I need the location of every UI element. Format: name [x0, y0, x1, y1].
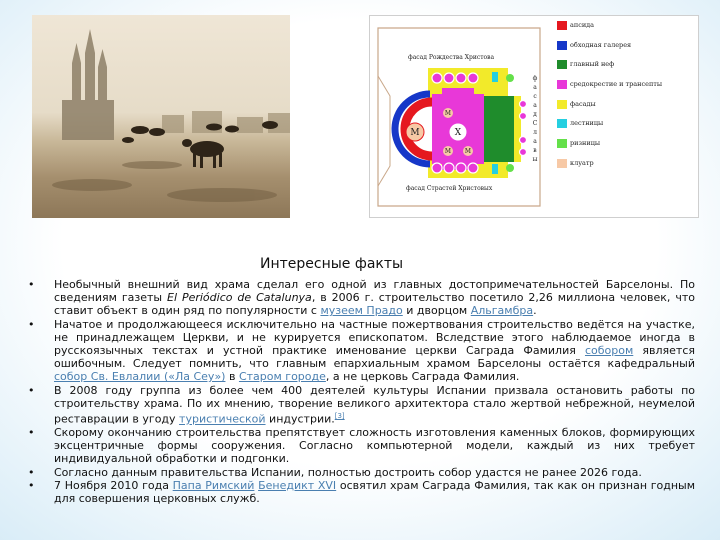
legend-label: обходная галерея [570, 40, 632, 49]
tower-m-right-label: М [464, 148, 472, 155]
facade-nativity-label: фасад Рождества Христова [408, 54, 495, 61]
towers-left [62, 29, 114, 140]
link-tourism[interactable]: туристической [179, 412, 266, 426]
legend-label: клуатр [570, 158, 594, 167]
fact-text: Начатое и продолжающееся исключительно на частные пожертвования строительство ведётся на участке, не принадлежащем Церкви, и не курируется епископатом. Вследствие этого наблюдаемое иногда в русскоязычных текстах и устной практике именование церкви Саграда Фамилия [54, 317, 695, 358]
legend-item [554, 59, 692, 72]
newspaper-name: El Periódico de Catalunya [167, 291, 312, 305]
plan-legend [554, 20, 692, 178]
fact-text: , в 2006 г. строительство посетило 2,26 миллиона человек, что ставит объект в один ряд по популярности с [54, 291, 695, 318]
legend-swatch [557, 159, 567, 168]
construction-photo [32, 15, 290, 218]
bullet: • [28, 317, 35, 331]
facade-glory-label [531, 74, 539, 164]
fact-item [28, 278, 695, 318]
fact-text: , а не церковь Саграда Фамилия. [325, 370, 520, 384]
legend-item [554, 40, 692, 53]
vertical-letter: С [532, 120, 538, 127]
bullet: • [28, 478, 35, 492]
fact-item [28, 426, 695, 466]
fact-text: Необычный внешний вид храма сделал его одной из главных достопримечательностей Барселоны. По сведениям газеты [54, 278, 695, 305]
vertical-letter: а [533, 84, 537, 91]
tower-m-outer-label: М [410, 128, 420, 138]
facade-passion-label: фасад Страстей Христовых [406, 185, 493, 192]
vertical-letter: а [533, 138, 537, 145]
fact-item [28, 466, 695, 479]
link-cathedral[interactable]: собором [584, 344, 634, 358]
bullet: • [28, 425, 35, 439]
link-eulalia-cathedral[interactable]: собор Св. Евлалии («Ла Сеу») [54, 370, 226, 384]
ground-texture [52, 161, 277, 202]
vertical-letter: в [533, 147, 537, 154]
fact-text: Согласно данным правительства Испании, полностью достроить собор удастся не ранее 2026 года. [54, 465, 642, 479]
tower-m-bottom-label: М [444, 148, 452, 155]
facts-list [28, 278, 695, 505]
fact-text: В 2008 году группа из более чем 400 деятелей культуры Испании призвала остановить работы по строительству храма. По их мнению, творение великого архитектора стало жертвой небрежной, неумелой реставрации в угоду [54, 383, 695, 426]
site-inner-outline [378, 76, 390, 186]
stairs-bottom [492, 164, 498, 174]
legend-label: средокрестие и трансепты [570, 80, 663, 89]
legend-item [554, 79, 692, 92]
legend-label: лестницы [570, 119, 604, 128]
vertical-letter: ф [532, 75, 538, 82]
fact-item [28, 479, 695, 505]
fact-item [28, 384, 695, 426]
link-benedict-xvi[interactable]: Бенедикт XVI [258, 478, 337, 492]
legend-label: фасады [570, 99, 596, 108]
sacristy-top [506, 74, 514, 82]
bullet: • [28, 383, 35, 397]
legend-swatch [557, 139, 567, 148]
link-prado-museum[interactable]: музеем Прадо [320, 304, 403, 318]
legend-item [554, 138, 692, 151]
floor-plan [369, 15, 699, 218]
tower-m-top-label: М [444, 110, 452, 117]
legend-label: апсида [570, 21, 595, 29]
stairs-top [492, 72, 498, 82]
legend-swatch [557, 60, 567, 69]
section-heading: Интересные факты [260, 256, 404, 272]
link-alhambra[interactable]: Альгамбра [470, 304, 534, 318]
sacristy-bottom [506, 164, 514, 172]
vertical-letter: ы [532, 156, 538, 163]
fact-text: Скорому окончанию строительства препятствует сложность изготовления каменных блоков, формирующих эксцентричные формы сооружения. Согласно компьютерной модели, каждый из них требует индивидуальной обработки и подгонки. [54, 425, 695, 466]
vertical-letter: д [533, 111, 537, 118]
legend-swatch [557, 119, 567, 128]
fact-item [28, 318, 695, 384]
vertical-letter: с [533, 93, 537, 100]
bullet: • [28, 278, 35, 291]
legend-swatch [557, 80, 567, 89]
legend-item [554, 20, 692, 33]
legend-label: ризницы [570, 139, 601, 148]
fact-text: . [533, 304, 537, 318]
legend-swatch [557, 21, 567, 30]
fact-text: освятил храм Саграда Фамилия, так как он признан годным для совершения церковных служб. [54, 478, 695, 505]
legend-label: главный неф [570, 60, 615, 69]
fact-text: индустрии. [265, 412, 335, 426]
link-pope[interactable]: Папа Римский [172, 478, 255, 492]
footnote-link[interactable]: [3] [334, 412, 345, 421]
vertical-letter: л [533, 129, 537, 136]
legend-item [554, 158, 692, 171]
bullet: • [28, 465, 35, 479]
vertical-letter: а [533, 102, 537, 109]
link-old-town[interactable]: Старом городе [238, 370, 326, 384]
tower-x-label: Х [454, 128, 462, 138]
fact-text: и дворцом [402, 304, 471, 318]
legend-swatch [557, 100, 567, 109]
fact-text: в [225, 370, 239, 384]
photo-drawing [32, 15, 290, 218]
legend-item [554, 118, 692, 131]
legend-item [554, 99, 692, 112]
legend-swatch [557, 41, 567, 50]
fact-text: 7 Ноября 2010 года [54, 478, 173, 492]
main-nave [484, 96, 514, 162]
fact-text: является ошибочным. Следует помнить, что главным епархиальным храмом Барселоны остаётся кафедральный [54, 344, 695, 371]
